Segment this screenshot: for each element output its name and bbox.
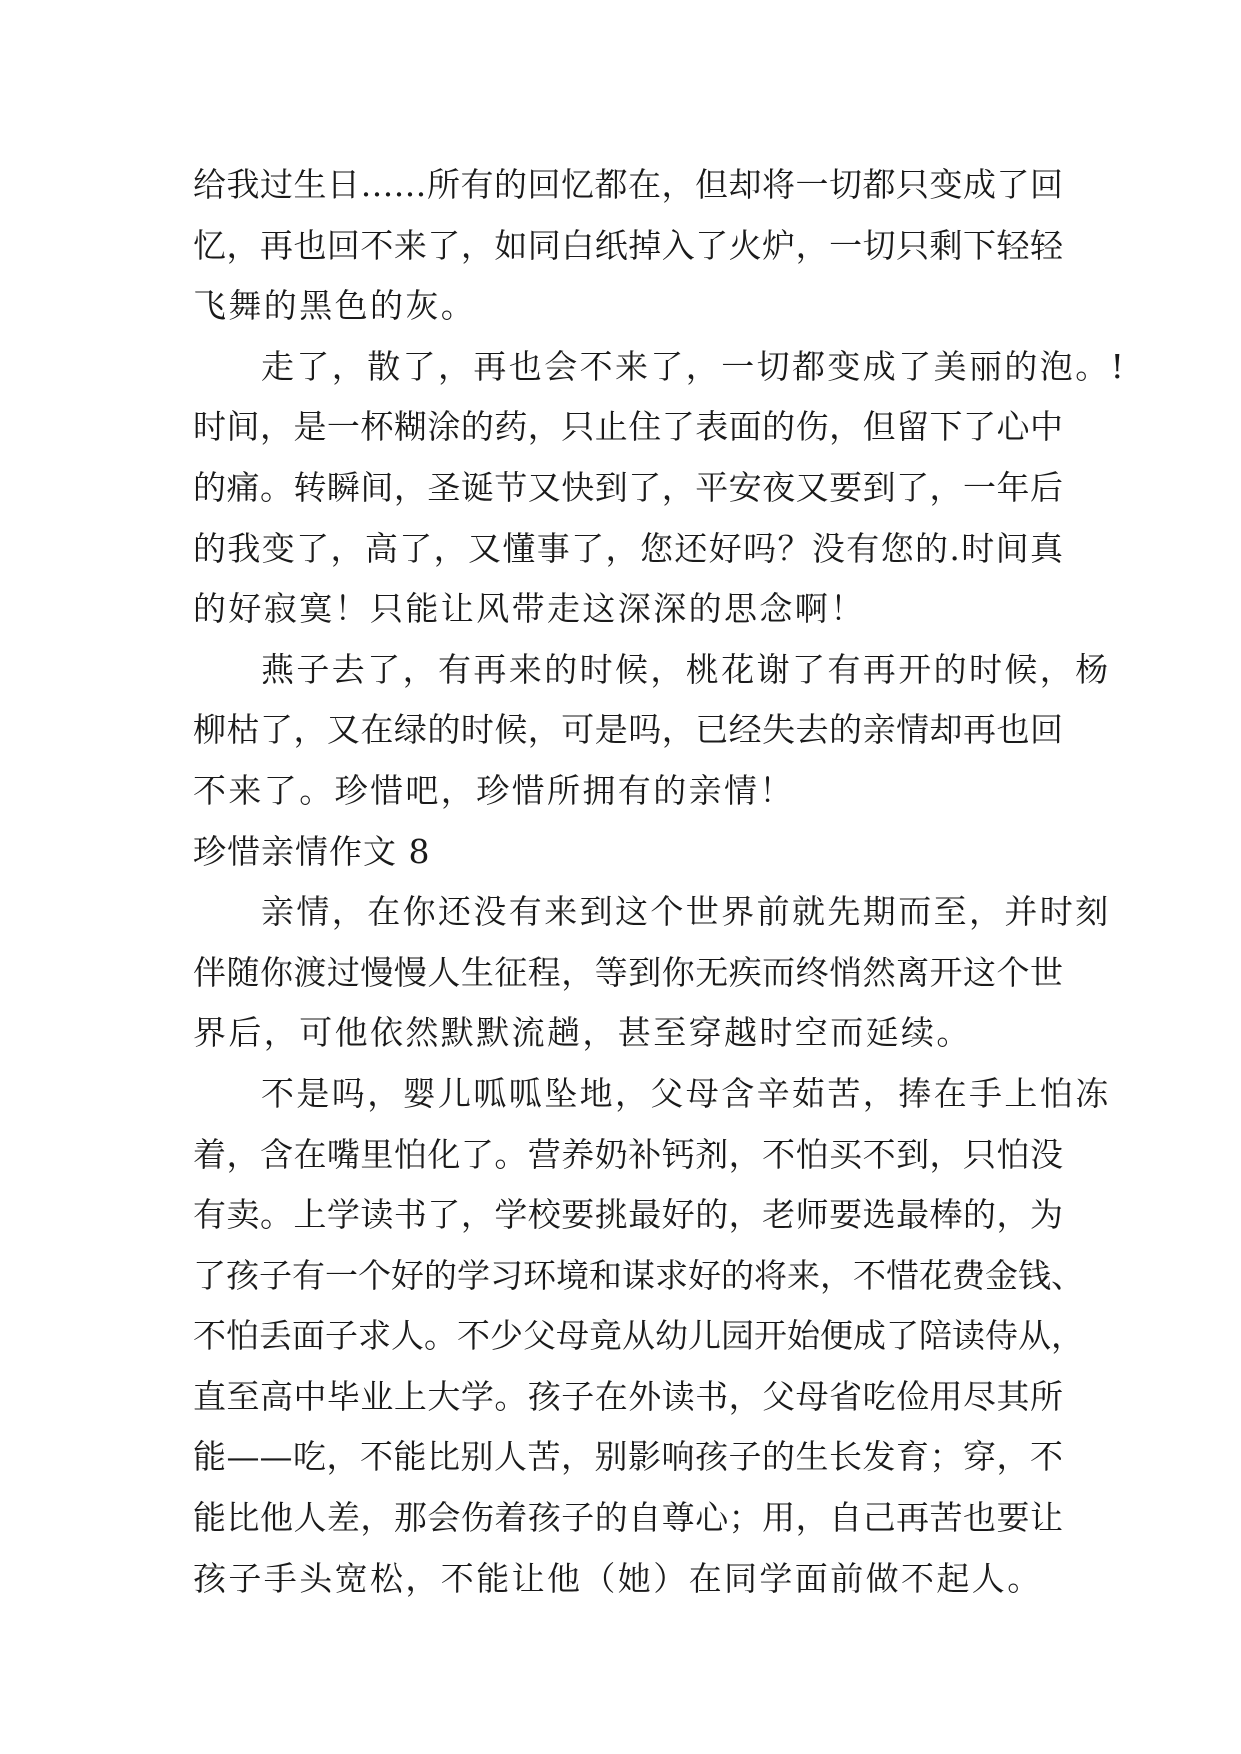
section-heading: 珍惜亲情作文 8 xyxy=(193,831,431,871)
paragraph-first-line: 亲情，在你还没有来到这个世界前就先期而至，并时刻 xyxy=(261,892,1111,932)
text-line: 界后，可他依然默默流趟，甚至穿越时空而延续。 xyxy=(193,1013,972,1053)
text-line: 伴随你渡过慢慢人生征程，等到你无疾而终悄然离开这个世 xyxy=(193,952,1063,992)
text-line: 的好寂寞！只能让风带走这深深的思念啊！ xyxy=(193,589,866,629)
text-line: 了孩子有一个好的学习环境和谋求好的将来，不惜花费金钱、 xyxy=(193,1255,1084,1295)
text-line: 忆，再也回不来了，如同白纸掉入了火炉，一切只剩下轻轻 xyxy=(193,225,1063,265)
essay-body xyxy=(193,155,1127,1609)
text-line: 有卖。上学读书了，学校要挑最好的，老师要选最棒的，为 xyxy=(193,1195,1063,1235)
text-line: 不怕丢面子求人。不少父母竟从幼儿园开始便成了陪读侍从， xyxy=(193,1316,1084,1356)
text-line: 的我变了，高了，又懂事了，您还好吗？没有您的.时间真 xyxy=(193,528,1063,568)
text-line: 给我过生日……所有的回忆都在，但却将一切都只变成了回 xyxy=(193,165,1063,204)
text-line: 能——吃，不能比别人苦，别影响孩子的生长发育；穿，不 xyxy=(193,1437,1063,1477)
text-line: 柳枯了，又在绿的时候，可是吗，已经失去的亲情却再也回 xyxy=(193,710,1063,750)
text-line: 着，含在嘴里怕化了。营养奶补钙剂，不怕买不到，只怕没 xyxy=(193,1134,1063,1174)
text-line: 能比他人差，那会伤着孩子的自尊心；用，自己再苦也要让 xyxy=(193,1498,1063,1538)
text-line: 时间，是一杯糊涂的药，只止住了表面的伤，但留下了心中 xyxy=(193,407,1063,447)
text-line: 直至高中毕业上大学。孩子在外读书，父母省吃俭用尽其所 xyxy=(193,1376,1063,1416)
paragraph-first-line: 走了，散了，再也会不来了，一切都变成了美丽的泡。! xyxy=(261,346,1127,386)
paragraph-first-line: 不是吗，婴儿呱呱坠地，父母含辛茹苦，捧在手上怕冻 xyxy=(261,1073,1111,1113)
text-line: 的痛。转瞬间，圣诞节又快到了，平安夜又要到了，一年后 xyxy=(193,467,1063,507)
text-line: 孩子手头宽松，不能让他（她）在同学面前做不起人。 xyxy=(193,1558,1043,1598)
paragraph-first-line: 燕子去了，有再来的时候，桃花谢了有再开的时候，杨 xyxy=(261,649,1111,689)
text-line: 不来了。珍惜吧，珍惜所拥有的亲情！ xyxy=(193,770,795,810)
text-line: 飞舞的黑色的灰。 xyxy=(193,286,477,326)
